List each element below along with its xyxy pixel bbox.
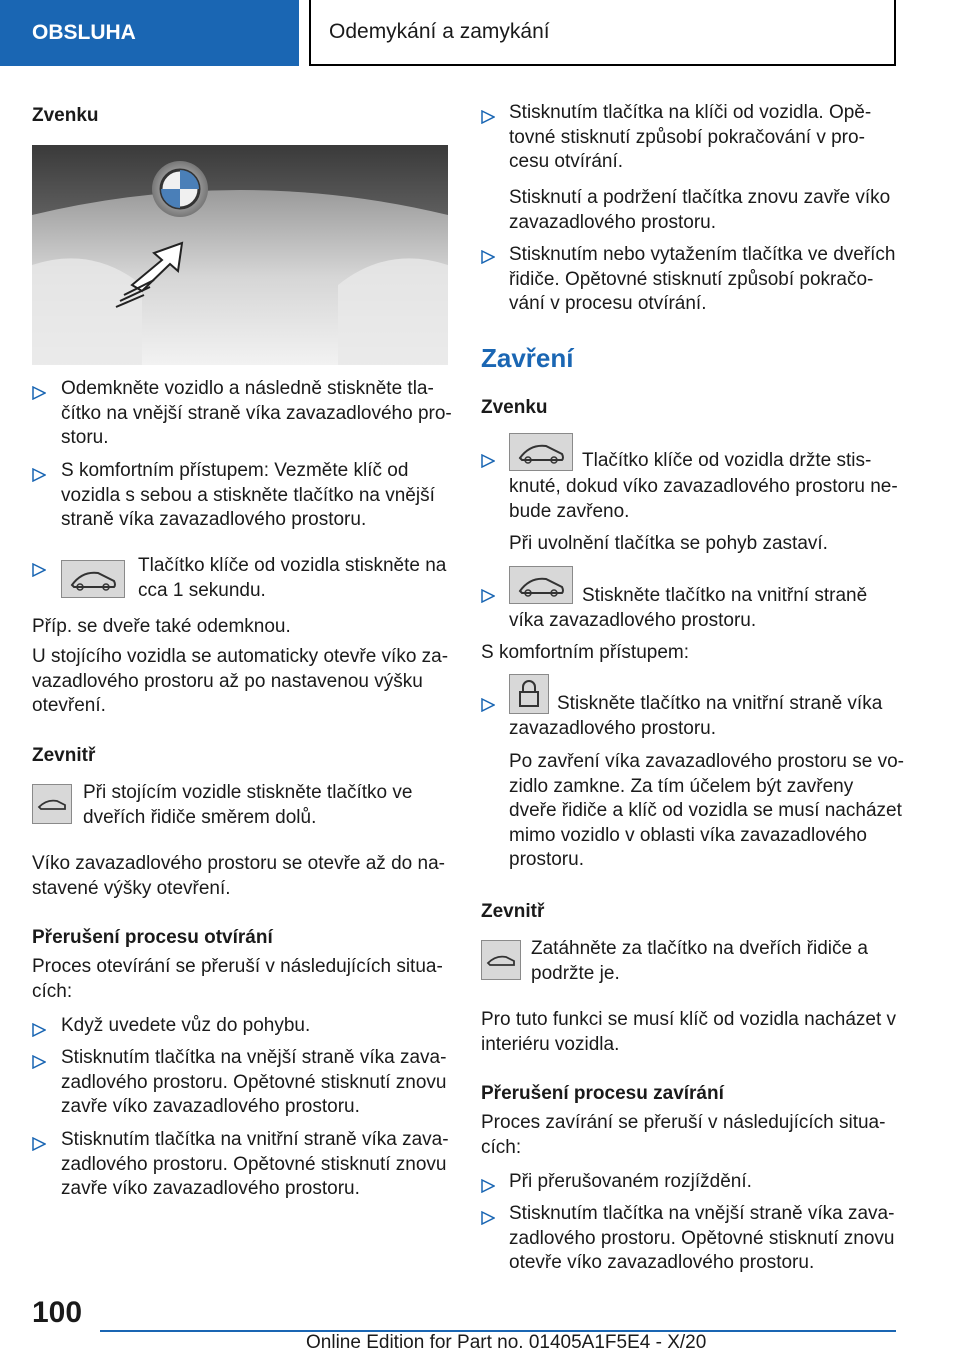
bullet-text: Stisknutím tlačítka na klíči od vozidla. Opě- tovné stisknutí způsobí pokračování v pro- cesu otvírání. xyxy=(509,102,872,172)
bullet-text: Stiskněte tlačítko na vnitřní straně víka xyxy=(557,693,883,714)
tailgate-button-icon xyxy=(32,784,72,824)
bullet-text: Tlačítko klíče od vozidla stiskněte na cca 1 sekundu. xyxy=(138,555,447,601)
bullet-text: Stisknutím tlačítka na vnitřní straně víka zava- zadlového prostoru. Opětovné stisknutí znovu zavře víko zavazadlového prostoru. xyxy=(61,1129,449,1199)
bullet-text: knuté, dokud víko zavazadlového prostoru ne- bude zavřeno. xyxy=(509,476,898,522)
bullet-text: Stisknutím tlačítka na vnější straně víka zava- zadlového prostoru. Opětovné stisknutí znovu otevře víko zavazadlového prostoru. xyxy=(509,1203,895,1273)
bullet-text: Tlačítko klíče od vozidla držte stis- xyxy=(582,450,872,471)
trunk-key-icon xyxy=(61,560,125,598)
bullet-text: víka zavazadlového prostoru. xyxy=(509,610,757,631)
paragraph: Proces zavírání se přeruší v následujících situa- cích: xyxy=(481,1112,886,1158)
bullet-text: Když uvedete vůz do pohybu. xyxy=(61,1015,311,1036)
page-number: 100 xyxy=(32,1296,83,1329)
paragraph: Při uvolnění tlačítka se pohyb zastaví. xyxy=(509,533,828,554)
bullet-icon xyxy=(32,1137,46,1151)
bullet-icon xyxy=(481,110,495,124)
heading-outside: Zvenku xyxy=(481,397,548,418)
section-tab xyxy=(0,0,299,66)
paragraph: U stojícího vozidla se automaticky otevře víko za- vazadlového prostoru až po nastavenou výšku otevření. xyxy=(32,646,449,716)
heading-close: Zavření xyxy=(481,343,574,373)
paragraph: Pro tuto funkci se musí klíč od vozidla nacházet v interiéru vozidla. xyxy=(481,1009,897,1055)
bullet-icon xyxy=(481,589,495,603)
edition-note: Online Edition for Part no. 01405A1F5E4 - X/20 xyxy=(306,1332,707,1353)
bullet-icon xyxy=(481,698,495,712)
paragraph: Příp. se dveře také odemknou. xyxy=(32,616,291,637)
heading-outside: Zvenku xyxy=(32,105,99,126)
bullet-text: Odemkněte vozidlo a následně stiskněte tla- čítko na vnější straně víka zavazadlového pro- storu. xyxy=(61,378,452,448)
bullet-icon xyxy=(481,250,495,264)
bullet-text: Stisknutím tlačítka na vnější straně víka zava- zadlového prostoru. Opětovné stisknutí znovu zavře víko zavazadlového prostoru. xyxy=(61,1047,447,1117)
tailgate-button-icon xyxy=(481,940,521,980)
paragraph: Při stojícím vozidle stiskněte tlačítko ve dveřích řidiče směrem dolů. xyxy=(83,782,413,828)
paragraph: S komfortním přístupem: xyxy=(481,642,690,663)
bullet-icon xyxy=(32,563,46,577)
paragraph: Zatáhněte za tlačítko na dveřích řidiče a podržte je. xyxy=(531,938,868,984)
heading-interrupt-close: Přerušení procesu zavírání xyxy=(481,1083,724,1104)
topic-title: Odemykání a zamykání xyxy=(329,20,550,43)
paragraph: Stisknutí a podržení tlačítka znovu zavře víko zavazadlového prostoru. xyxy=(509,187,891,233)
bullet-text: Při přerušovaném rozjíždění. xyxy=(509,1171,752,1192)
heading-inside: Zevnitř xyxy=(32,745,96,766)
lock-icon xyxy=(509,674,549,714)
bullet-icon xyxy=(32,386,46,400)
bullet-icon xyxy=(481,454,495,468)
paragraph: Proces otevírání se přeruší v následujících situa- cích: xyxy=(32,956,443,1002)
bullet-text: zavazadlového prostoru. xyxy=(509,718,717,739)
bullet-icon xyxy=(32,468,46,482)
topic-tab xyxy=(309,0,896,66)
bullet-text: S komfortním přístupem: Vezměte klíč od vozidla s sebou a stiskněte tlačítko na vnější straně víka zavazadlového prostoru. xyxy=(61,460,435,530)
bullet-icon xyxy=(481,1211,495,1225)
trunk-photo xyxy=(32,145,448,365)
paragraph: Víko zavazadlového prostoru se otevře až do na- stavené výšky otevření. xyxy=(32,853,445,899)
heading-inside: Zevnitř xyxy=(481,901,545,922)
bullet-icon xyxy=(481,1179,495,1193)
paragraph: Po zavření víka zavazadlového prostoru se vo- zidlo zamkne. Za tím účelem být zavřeny dveře řidiče a klíč od vozidla se musí nacházet mimo vozidlo v oblasti víka zavazadlového prostoru. xyxy=(509,751,904,870)
bullet-icon xyxy=(32,1023,46,1037)
section-title: OBSLUHA xyxy=(32,21,136,44)
trunk-key-icon xyxy=(509,433,573,471)
bullet-icon xyxy=(32,1055,46,1069)
bullet-text: Stiskněte tlačítko na vnitřní straně xyxy=(582,585,868,606)
bullet-text: Stisknutím nebo vytažením tlačítka ve dveřích řidiče. Opětovné stisknutí způsobí pokračo- vání v procesu otvírání. xyxy=(509,244,896,314)
heading-interrupt-open: Přerušení procesu otvírání xyxy=(32,927,273,948)
trunk-key-icon xyxy=(509,566,573,604)
